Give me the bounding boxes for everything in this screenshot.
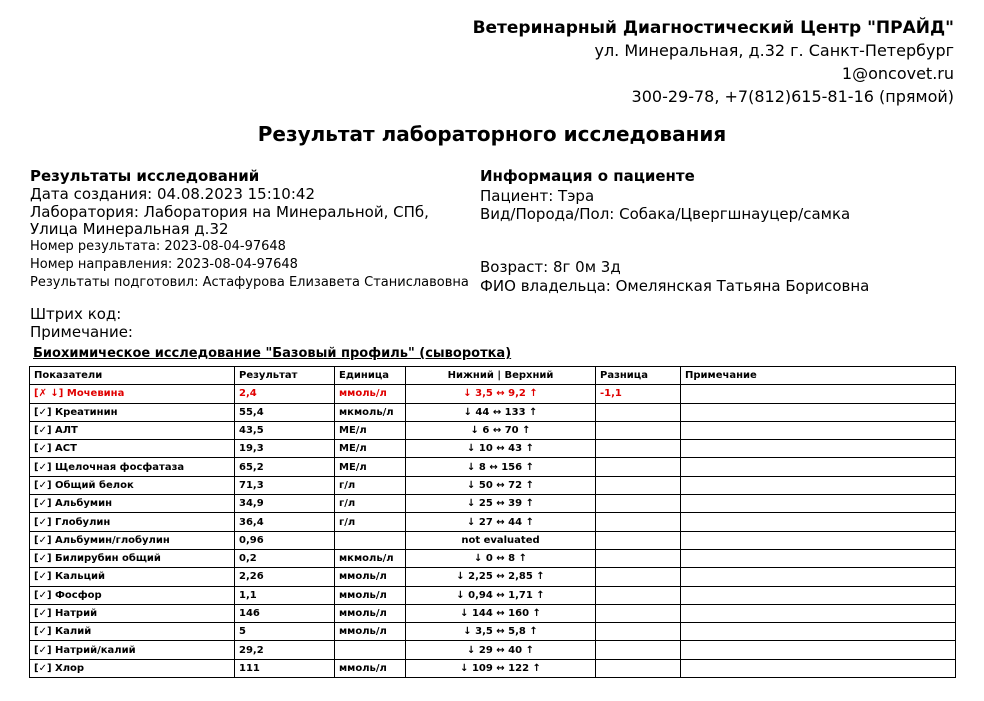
cell-range: ↓ 25 ↔ 39 ↑ [406, 495, 596, 513]
patient-age: Возраст: 8г 0м 3д [480, 258, 621, 276]
cell-unit: МЕ/л [335, 458, 406, 476]
cell-result: 111 [235, 659, 335, 677]
cell-range: ↓ 3,5 ↔ 9,2 ↑ [406, 385, 596, 403]
cell-diff [596, 440, 681, 458]
cell-note [681, 549, 956, 567]
cell-diff [596, 568, 681, 586]
cell-unit: г/л [335, 476, 406, 494]
cell-unit [335, 641, 406, 659]
table-row [30, 385, 956, 403]
cell-indicator: [✓] Билирубин общий [30, 549, 235, 567]
cell-range: ↓ 8 ↔ 156 ↑ [406, 458, 596, 476]
cell-unit: ммоль/л [335, 659, 406, 677]
table-row [30, 440, 956, 458]
cell-note [681, 623, 956, 641]
cell-diff [596, 513, 681, 531]
table-row [30, 623, 956, 641]
cell-range: ↓ 109 ↔ 122 ↑ [406, 659, 596, 677]
patient-heading: Информация о пациенте [480, 167, 695, 185]
cell-note [681, 586, 956, 604]
table-row [30, 403, 956, 421]
cell-note [681, 458, 956, 476]
cell-note [681, 604, 956, 622]
table-row [30, 659, 956, 677]
cell-unit: МЕ/л [335, 440, 406, 458]
cell-unit: г/л [335, 513, 406, 531]
cell-diff [596, 403, 681, 421]
patient-name: Пациент: Тэра [480, 187, 595, 205]
header-indicator: Показатели [30, 367, 235, 385]
table-row [30, 458, 956, 476]
cell-diff [596, 623, 681, 641]
table-row [30, 476, 956, 494]
table-row [30, 604, 956, 622]
cell-note [681, 440, 956, 458]
cell-unit: ммоль/л [335, 586, 406, 604]
cell-note [681, 513, 956, 531]
created-date: Дата создания: 04.08.2023 15:10:42 [30, 185, 315, 203]
cell-unit: мкмоль/л [335, 403, 406, 421]
document-title: Результат лабораторного исследования [257, 122, 727, 146]
cell-result: 2,26 [235, 568, 335, 586]
cell-note [681, 568, 956, 586]
cell-range: ↓ 44 ↔ 133 ↑ [406, 403, 596, 421]
cell-note [681, 385, 956, 403]
cell-range: ↓ 3,5 ↔ 5,8 ↑ [406, 623, 596, 641]
prepared-by: Результаты подготовил: Астафурова Елизавета Станиславовна [30, 275, 469, 290]
results-heading: Результаты исследований [30, 167, 260, 185]
cell-range: ↓ 10 ↔ 43 ↑ [406, 440, 596, 458]
cell-indicator: [✓] Альбумин [30, 495, 235, 513]
cell-range: ↓ 2,25 ↔ 2,85 ↑ [406, 568, 596, 586]
cell-result: 55,4 [235, 403, 335, 421]
cell-range: ↓ 29 ↔ 40 ↑ [406, 641, 596, 659]
cell-diff [596, 641, 681, 659]
cell-note [681, 641, 956, 659]
laboratory-line-2: Улица Минеральная д.32 [30, 220, 229, 238]
cell-note [681, 476, 956, 494]
clinic-address: ул. Минеральная, д.32 г. Санкт-Петербург [594, 41, 954, 60]
clinic-phones: 300-29-78, +7(812)615-81-16 (прямой) [631, 87, 954, 106]
cell-unit: мкмоль/л [335, 549, 406, 567]
table-title: Биохимическое исследование "Базовый профиль" (сыворотка) [33, 346, 512, 361]
cell-result: 71,3 [235, 476, 335, 494]
result-number: Номер результата: 2023-08-04-97648 [30, 239, 286, 254]
cell-result: 0,2 [235, 549, 335, 567]
clinic-name: Ветеринарный Диагностический Центр "ПРАЙД" [472, 18, 954, 38]
cell-range: ↓ 6 ↔ 70 ↑ [406, 421, 596, 439]
table-row [30, 531, 956, 549]
barcode-label: Штрих код: [30, 305, 122, 323]
cell-indicator: [✓] Глобулин [30, 513, 235, 531]
table-row [30, 513, 956, 531]
cell-diff: -1,1 [596, 385, 681, 403]
cell-range: ↓ 0,94 ↔ 1,71 ↑ [406, 586, 596, 604]
cell-diff [596, 659, 681, 677]
cell-indicator: [✓] Хлор [30, 659, 235, 677]
cell-indicator: [✓] Фосфор [30, 586, 235, 604]
header-unit: Единица [335, 367, 406, 385]
cell-diff [596, 549, 681, 567]
cell-result: 19,3 [235, 440, 335, 458]
cell-indicator: [✓] Щелочная фосфатаза [30, 458, 235, 476]
cell-indicator: [✓] АЛТ [30, 421, 235, 439]
cell-indicator: [✓] Калий [30, 623, 235, 641]
cell-range: ↓ 27 ↔ 44 ↑ [406, 513, 596, 531]
referral-number: Номер направления: 2023-08-04-97648 [30, 257, 298, 272]
cell-range: ↓ 144 ↔ 160 ↑ [406, 604, 596, 622]
header-note: Примечание [681, 367, 956, 385]
cell-indicator: [✓] Общий белок [30, 476, 235, 494]
patient-species: Вид/Порода/Пол: Собака/Цвергшнауцер/самка [480, 205, 851, 223]
cell-unit: МЕ/л [335, 421, 406, 439]
cell-indicator: [✓] Креатинин [30, 403, 235, 421]
cell-diff [596, 604, 681, 622]
laboratory-line-1: Лаборатория: Лаборатория на Минеральной, СПб, [30, 203, 429, 221]
clinic-email: 1@oncovet.ru [841, 64, 954, 83]
cell-result: 2,4 [235, 385, 335, 403]
cell-range: ↓ 50 ↔ 72 ↑ [406, 476, 596, 494]
cell-diff [596, 476, 681, 494]
cell-note [681, 495, 956, 513]
cell-result: 43,5 [235, 421, 335, 439]
header-range: Нижний | Верхний [406, 367, 596, 385]
header-result: Результат [235, 367, 335, 385]
cell-result: 146 [235, 604, 335, 622]
cell-diff [596, 458, 681, 476]
cell-result: 1,1 [235, 586, 335, 604]
cell-range: ↓ 0 ↔ 8 ↑ [406, 549, 596, 567]
cell-unit: ммоль/л [335, 604, 406, 622]
cell-indicator: [✓] АСТ [30, 440, 235, 458]
cell-diff [596, 495, 681, 513]
table-row [30, 549, 956, 567]
cell-result: 34,9 [235, 495, 335, 513]
table-row [30, 568, 956, 586]
cell-indicator: [✓] Кальций [30, 568, 235, 586]
cell-unit: ммоль/л [335, 568, 406, 586]
cell-diff [596, 531, 681, 549]
cell-unit [335, 531, 406, 549]
table-row [30, 495, 956, 513]
cell-indicator: [✓] Натрий [30, 604, 235, 622]
cell-result: 65,2 [235, 458, 335, 476]
table-row [30, 586, 956, 604]
cell-diff [596, 421, 681, 439]
cell-note [681, 403, 956, 421]
cell-indicator: [✗ ↓] Мочевина [30, 385, 235, 403]
cell-unit: ммоль/л [335, 385, 406, 403]
cell-result: 29,2 [235, 641, 335, 659]
note-label: Примечание: [30, 323, 133, 341]
cell-note [681, 421, 956, 439]
cell-indicator: [✓] Альбумин/глобулин [30, 531, 235, 549]
table-header-row [30, 367, 956, 385]
cell-range: not evaluated [406, 531, 596, 549]
cell-unit: ммоль/л [335, 623, 406, 641]
cell-diff [596, 586, 681, 604]
cell-result: 5 [235, 623, 335, 641]
cell-result: 36,4 [235, 513, 335, 531]
owner-name: ФИО владельца: Омелянская Татьяна Борисовна [480, 277, 870, 295]
table-row [30, 421, 956, 439]
table-row [30, 641, 956, 659]
results-table [29, 366, 956, 678]
cell-result: 0,96 [235, 531, 335, 549]
cell-unit: г/л [335, 495, 406, 513]
header-diff: Разница [596, 367, 681, 385]
cell-indicator: [✓] Натрий/калий [30, 641, 235, 659]
cell-note [681, 659, 956, 677]
cell-note [681, 531, 956, 549]
